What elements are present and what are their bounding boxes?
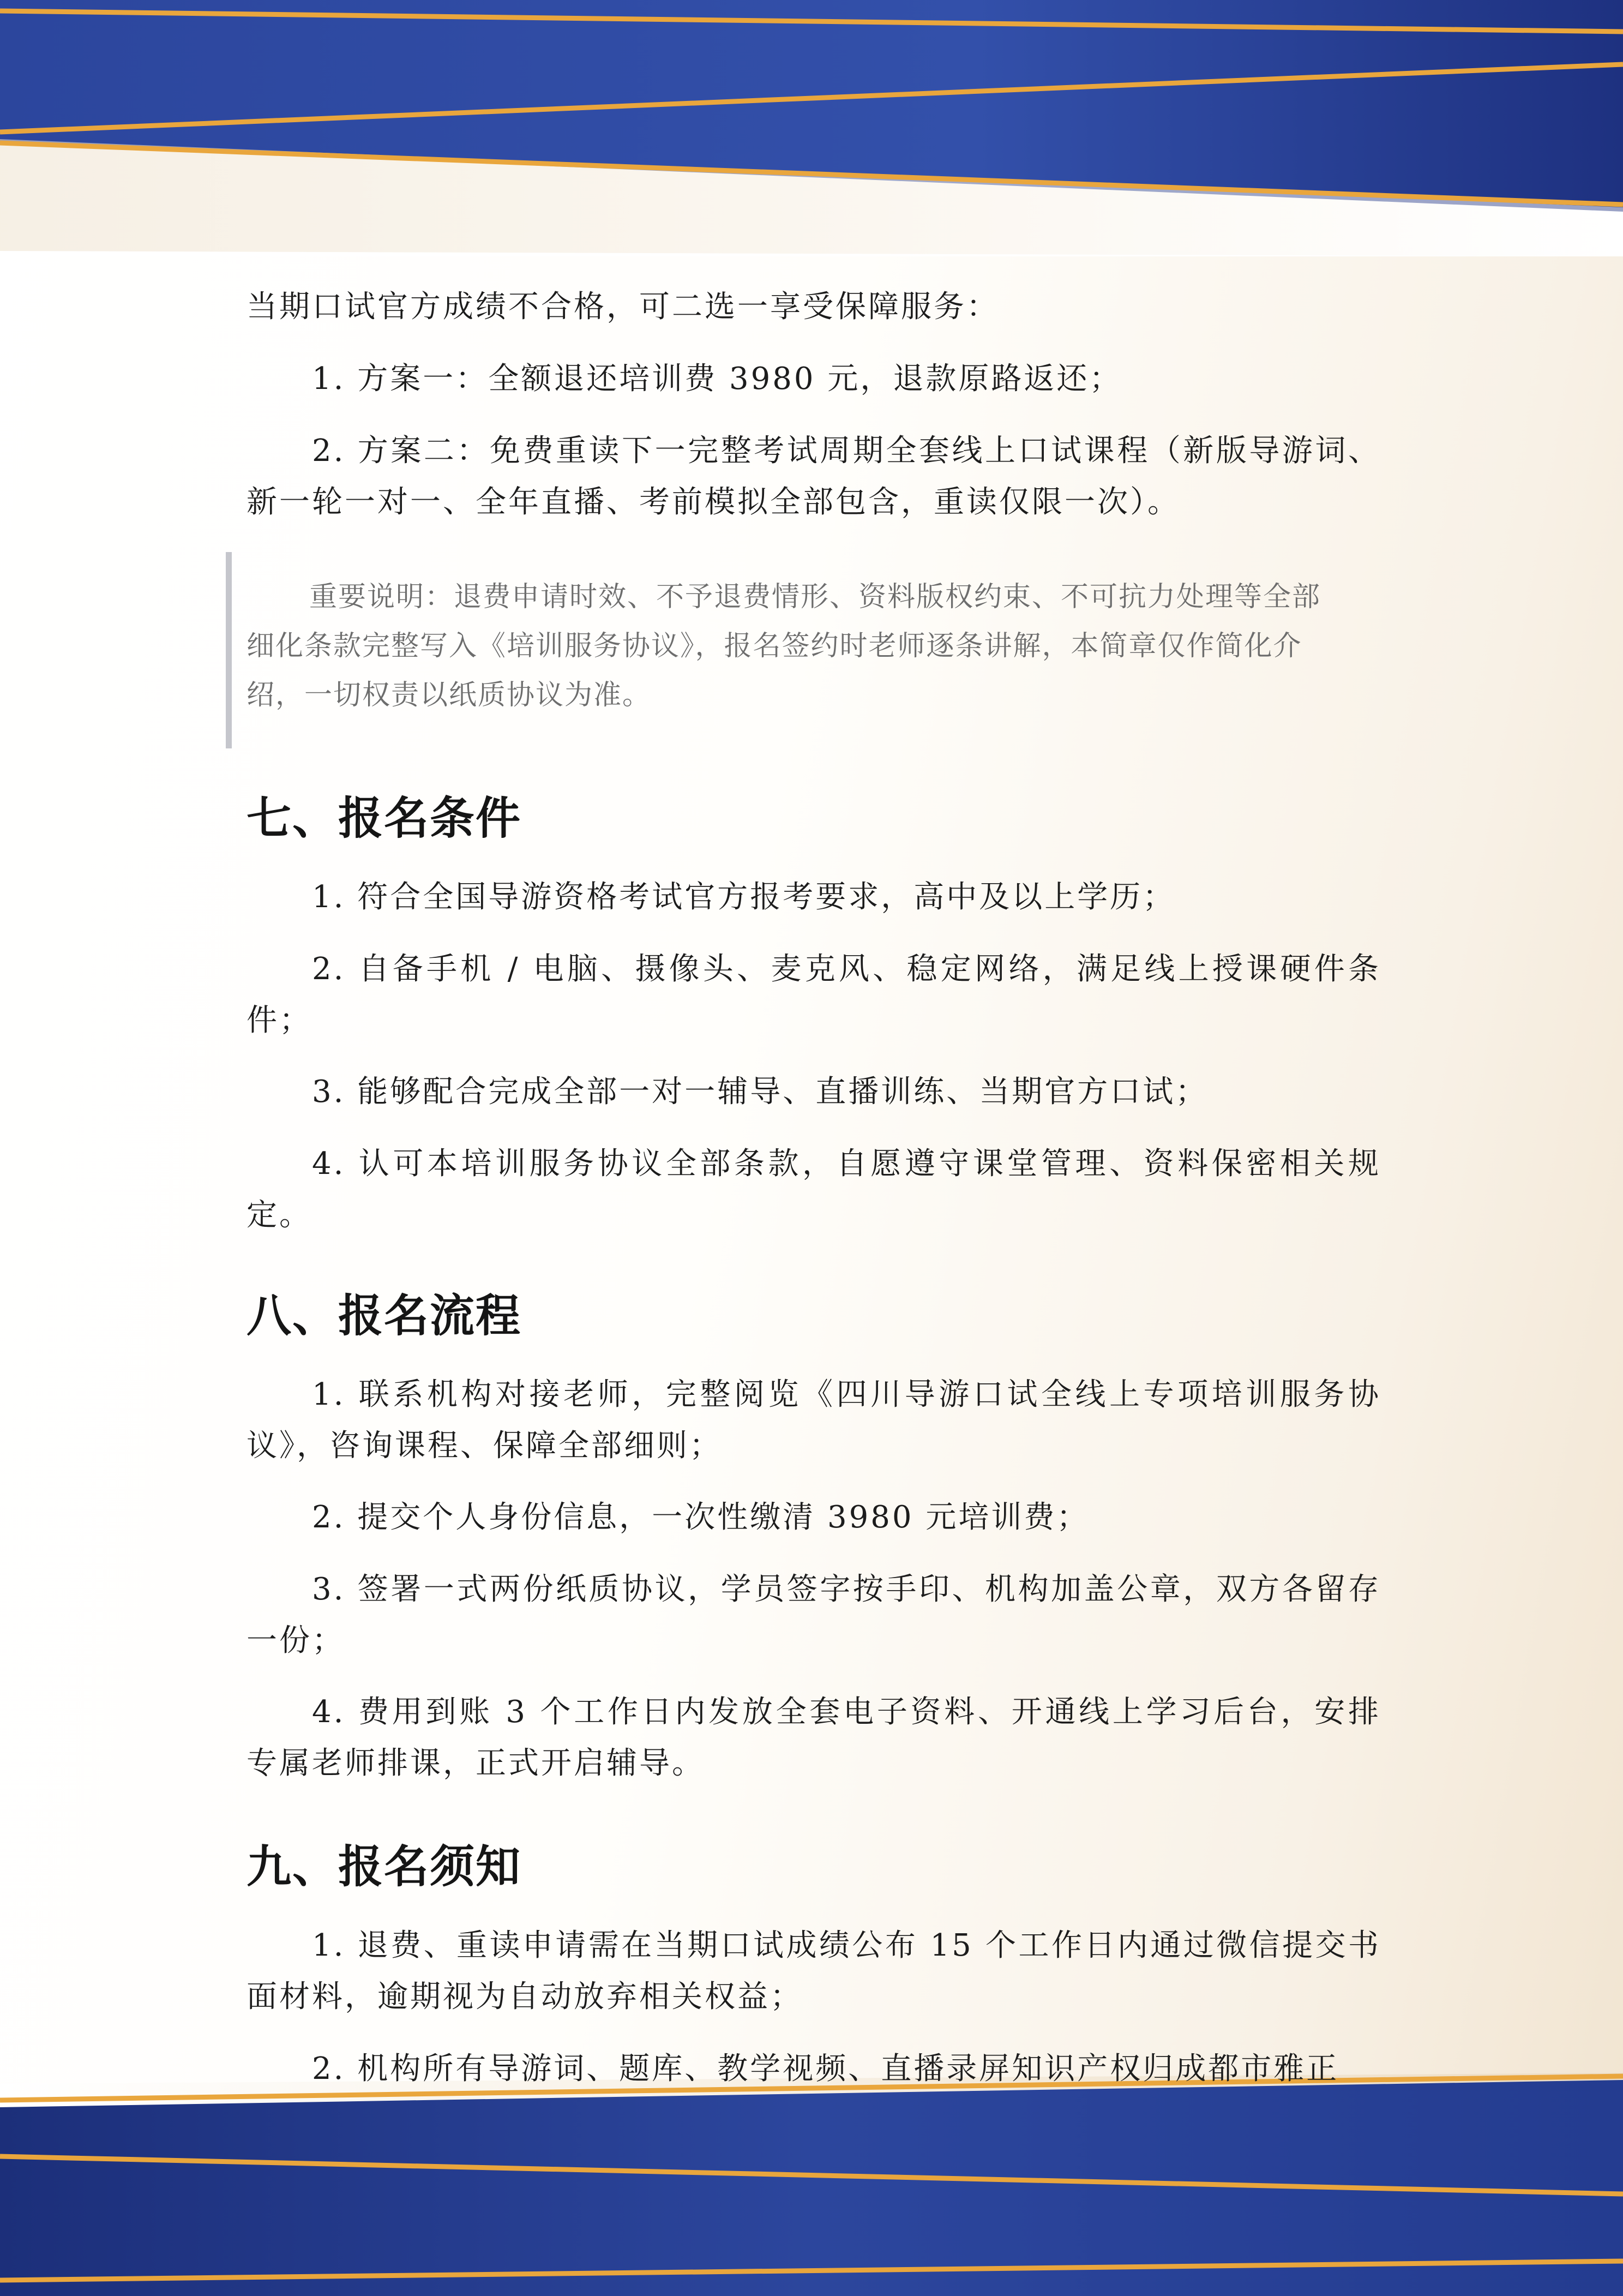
list-item: 4. 认可本培训服务协议全部条款，自愿遵守课堂管理、资料保密相关规定。 (247, 1146, 1381, 1233)
list-item: 1. 联系机构对接老师，完整阅览《四川导游口试全线上专项培训服务协议》，咨询课程、保障全部细则； (247, 1377, 1381, 1464)
guarantee-intro: 当期口试官方成绩不合格，可二选一享受保障服务： (247, 289, 999, 325)
list-item: 2. 机构所有导游词、题库、教学视频、直播录屏知识产权归成都市雅正 (312, 2051, 1339, 2087)
list-item: 2. 提交个人身份信息，一次性缴清 3980 元培训费； (312, 1500, 1090, 1535)
list-item: 3. 能够配合完成全部一对一辅导、直播训练、当期官方口试； (312, 1074, 1209, 1110)
section-heading: 七、报名条件 (247, 793, 522, 844)
top-decorative-band (0, 0, 1623, 256)
section-heading: 九、报名须知 (247, 1841, 522, 1893)
guarantee-item: 2. 方案二：免费重读下一完整考试周期全套线上口试课程（新版导游词、新一轮一对一、全年直播、考前模拟全部包含，重读仅限一次）。 (247, 433, 1381, 520)
section-heading: 八、报名流程 (247, 1290, 522, 1342)
important-note-callout (226, 552, 1377, 748)
list-item: 4. 费用到账 3 个工作日内发放全套电子资料、开通线上学习后台，安排专属老师排课，正式开启辅导。 (247, 1694, 1381, 1781)
list-item: 2. 自备手机 / 电脑、摄像头、麦克风、稳定网络，满足线上授课硬件条件； (247, 951, 1381, 1038)
list-item: 1. 退费、重读申请需在当期口试成绩公布 15 个工作日内通过微信提交书面材料，逾期视为自动放弃相关权益； (247, 1928, 1381, 2015)
list-item: 1. 符合全国导游资格考试官方报考要求，高中及以上学历； (312, 879, 1176, 915)
important-note-text: 重要说明：退费申请时效、不予退费情形、资料版权约束、不可抗力处理等全部细化条款完整写入《培训服务协议》，报名签约时老师逐条讲解，本简章仅作简化介绍，一切权责以纸质协议为准。 (247, 581, 1321, 711)
list-item: 3. 签署一式两份纸质协议，学员签字按手印、机构加盖公章，双方各留存一份； (247, 1572, 1381, 1658)
guarantee-item: 1. 方案一：全额退还培训费 3980 元，退款原路返还； (312, 361, 1122, 397)
